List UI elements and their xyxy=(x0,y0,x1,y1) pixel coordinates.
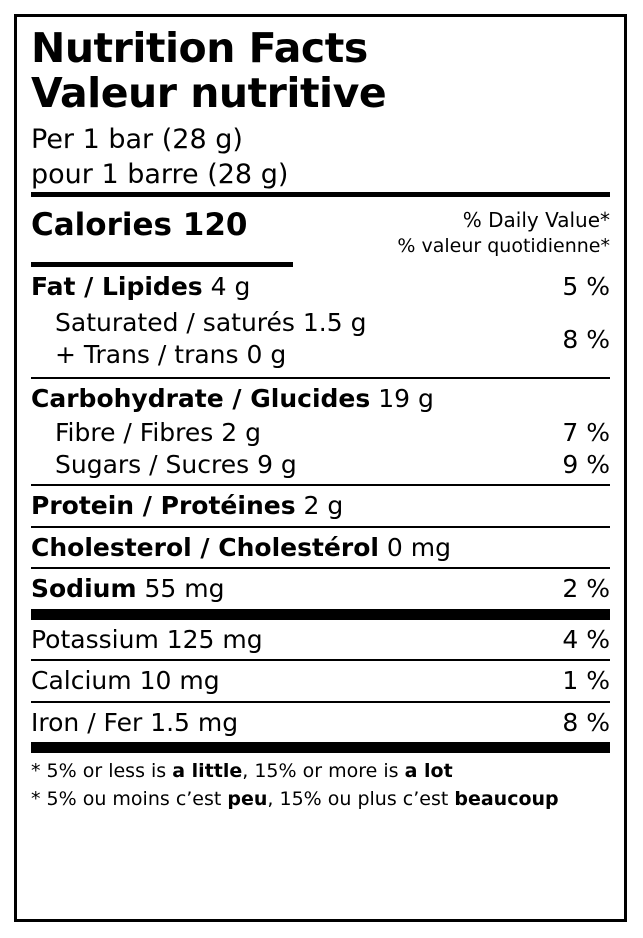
footnotes xyxy=(31,753,610,813)
calcium-name: Calcium 10 mg xyxy=(31,666,220,696)
iron-name: Iron / Fer 1.5 mg xyxy=(31,707,239,737)
potassium-name: Potassium 125 mg xyxy=(31,624,263,654)
calcium-dv: 1 % xyxy=(562,666,610,696)
table-row-potassium xyxy=(31,620,610,660)
sugars-name: Sugars / Sucres 9 g xyxy=(55,449,297,479)
table-row-fat xyxy=(31,267,610,307)
table-row-sodium xyxy=(31,569,610,609)
table-row-iron xyxy=(31,703,610,743)
potassium-dv: 4 % xyxy=(562,624,610,654)
iron-dv: 8 % xyxy=(562,707,610,737)
title-english: Nutrition Facts xyxy=(31,24,368,72)
footnote-french: * 5% ou moins c’est peu, 15% ou plus c’est beaucoup xyxy=(31,787,559,810)
trans-name: + Trans / trans 0 g xyxy=(55,340,287,370)
table-row-cholesterol xyxy=(31,528,610,568)
trans-amount: 0 g xyxy=(246,340,287,370)
fat-amount: 4 g xyxy=(210,272,251,302)
fibre-dv: 7 % xyxy=(562,418,610,448)
saturated-amount: 1.5 g xyxy=(302,307,367,337)
daily-value-header-english: % Daily Value* xyxy=(462,208,610,233)
protein-name: Protein / Protéines 2 g xyxy=(31,491,344,521)
carbohydrate-name: Carbohydrate / Glucides 19 g xyxy=(31,383,434,413)
table-row-fibre xyxy=(31,418,610,450)
table-row-calcium xyxy=(31,661,610,701)
fat-dv: 5 % xyxy=(562,272,610,302)
sodium-dv: 2 % xyxy=(562,574,610,604)
daily-value-header-french: % valeur quotidienne* xyxy=(397,234,610,257)
iron-amount: 1.5 mg xyxy=(150,707,239,737)
sodium-amount: 55 mg xyxy=(144,574,225,604)
fibre-amount: 2 g xyxy=(221,418,262,448)
table-row-protein xyxy=(31,486,610,526)
sugars-dv: 9 % xyxy=(562,449,610,479)
table-row-carbohydrate xyxy=(31,379,610,419)
fat-label: Fat / Lipides xyxy=(31,272,203,302)
table-row-sugars xyxy=(31,450,610,485)
cholesterol-amount: 0 mg xyxy=(386,532,451,562)
fibre-name: Fibre / Fibres 2 g xyxy=(55,418,262,448)
serving-size-french: pour 1 barre (28 g) xyxy=(31,158,289,190)
footnote-english: * 5% or less is a little, 15% or more is a lot xyxy=(31,760,453,783)
protein-amount: 2 g xyxy=(303,491,344,521)
saturated-dv: 8 % xyxy=(562,324,610,354)
cholesterol-name: Cholesterol / Cholestérol 0 mg xyxy=(31,532,451,562)
calories-label: Calories 120 xyxy=(31,207,248,244)
daily-value-header xyxy=(397,203,610,258)
divider-above-calories xyxy=(31,192,610,197)
calcium-amount: 10 mg xyxy=(139,666,220,696)
nutrition-facts-panel xyxy=(14,14,627,922)
table-row-saturated-trans xyxy=(31,307,610,377)
potassium-amount: 125 mg xyxy=(166,624,263,654)
divider-above-footnotes xyxy=(31,742,610,753)
title-french: Valeur nutritive xyxy=(31,68,387,117)
sugars-amount: 9 g xyxy=(257,449,297,479)
saturated-name: Saturated / saturés 1.5 g xyxy=(55,307,367,337)
serving-size xyxy=(31,123,610,192)
divider-above-potassium xyxy=(31,609,610,620)
sodium-name: Sodium 55 mg xyxy=(31,574,225,604)
serving-size-english: Per 1 bar (28 g) xyxy=(31,124,243,156)
calories-row xyxy=(31,203,610,262)
carbohydrate-amount: 19 g xyxy=(378,383,434,413)
fat-name xyxy=(31,272,550,302)
